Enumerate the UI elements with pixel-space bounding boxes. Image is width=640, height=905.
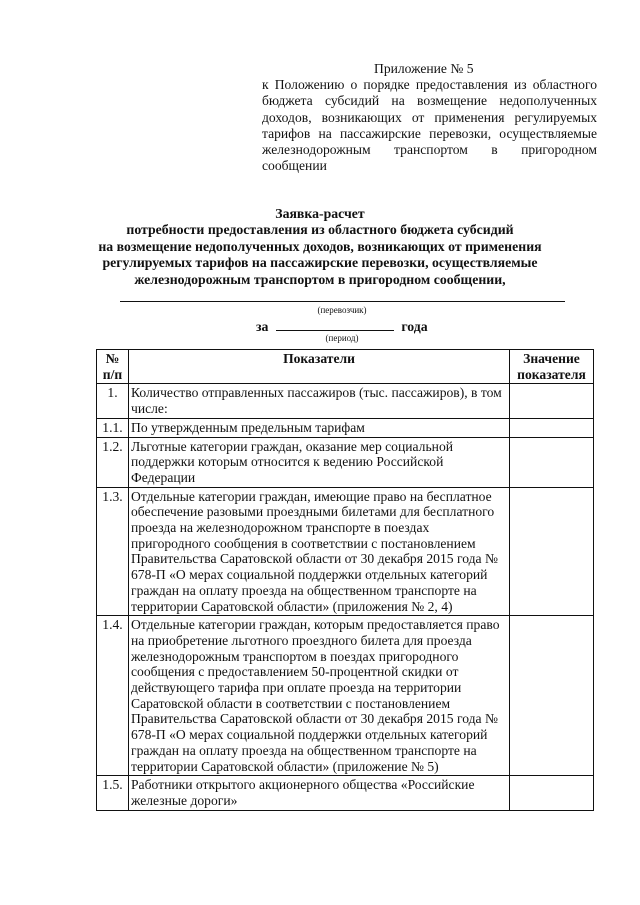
header-indicator: Показатели (129, 350, 510, 384)
row-value[interactable] (510, 776, 594, 810)
row-value[interactable] (510, 487, 594, 616)
heading-title: Заявка-расчет (275, 206, 365, 221)
row-num: 1. (97, 384, 129, 418)
table-header-row (97, 350, 594, 384)
table-row (97, 437, 594, 487)
table-row (97, 487, 594, 616)
table-row (97, 776, 594, 810)
table-row (97, 616, 594, 776)
row-text: Льготные категории граждан, оказание мер социальной поддержки которым относится к ведению Российской Федерации (129, 437, 510, 487)
period-prefix: за (256, 319, 269, 334)
table-row (97, 384, 594, 418)
table-row (97, 418, 594, 437)
carrier-fill-line[interactable] (120, 301, 565, 302)
annex-title: Приложение № 5 (374, 61, 474, 76)
row-num: 1.4. (97, 616, 129, 776)
row-value[interactable] (510, 616, 594, 776)
row-num: 1.2. (97, 437, 129, 487)
row-value[interactable] (510, 384, 594, 418)
heading-line: железнодорожным транспортом в пригородном сообщении, (134, 271, 506, 287)
carrier-caption: (перевозчик) (317, 305, 367, 315)
heading-line: регулируемых тарифов на пассажирские перевозки, осуществляемые (102, 255, 538, 271)
annex-block (262, 61, 597, 174)
row-value[interactable] (510, 418, 594, 437)
indicators-table (96, 349, 594, 811)
heading-line: на возмещение недополученных доходов, возникающих от применения (98, 238, 542, 254)
document-heading (80, 206, 560, 288)
row-text: Работники открытого акционерного общества «Российские железные дороги» (129, 776, 510, 810)
annex-text: к Положению о порядке предоставления из областного бюджета субсидий на возмещение недополученных доходов, возникающих от применения регулируемых тарифов на пассажирские перевозки, осуществляемые железнодорожным транспортом в пригородном сообщении (262, 77, 597, 174)
header-value: Значение показателя (510, 350, 594, 384)
period-caption: (период) (325, 333, 359, 343)
row-num: 1.3. (97, 487, 129, 616)
row-text: Количество отправленных пассажиров (тыс. пассажиров), в том числе: (129, 384, 510, 418)
row-text: Отдельные категории граждан, которым предоставляется право на приобретение льготного проездного билета для проезда железнодорожным транспортом в поездах пригородного сообщения с предоставлением 50-процентной скидки от действующего тарифа при оплате проезда на территории Саратовской области в соответствии с постановлением Правительства Саратовской области от 30 декабря 2015 года № 678-П «О мерах социальной поддержки отдельных категорий граждан на оплату проезда на общественном транспорте на территории Саратовской области» (приложение № 5) (129, 616, 510, 776)
row-num: 1.1. (97, 418, 129, 437)
period-suffix: года (401, 319, 428, 334)
row-value[interactable] (510, 437, 594, 487)
period-fill-line[interactable] (276, 318, 394, 331)
row-text: Отдельные категории граждан, имеющие право на бесплатное обеспечение разовыми проездными билетами для бесплатного проезда на железнодорожном транспорте в поездах пригородного сообщения в соответствии с постановлением Правительства Саратовской области от 30 декабря 2015 года № 678-П «О мерах социальной поддержки отдельных категорий граждан на оплату проезда на общественном транспорте на территории Саратовской области» (приложения № 2, 4) (129, 487, 510, 616)
row-num: 1.5. (97, 776, 129, 810)
header-num: № п/п (97, 350, 129, 384)
row-text: По утвержденным предельным тарифам (129, 418, 510, 437)
heading-line: потребности предоставления из областного бюджета субсидий (126, 222, 514, 238)
